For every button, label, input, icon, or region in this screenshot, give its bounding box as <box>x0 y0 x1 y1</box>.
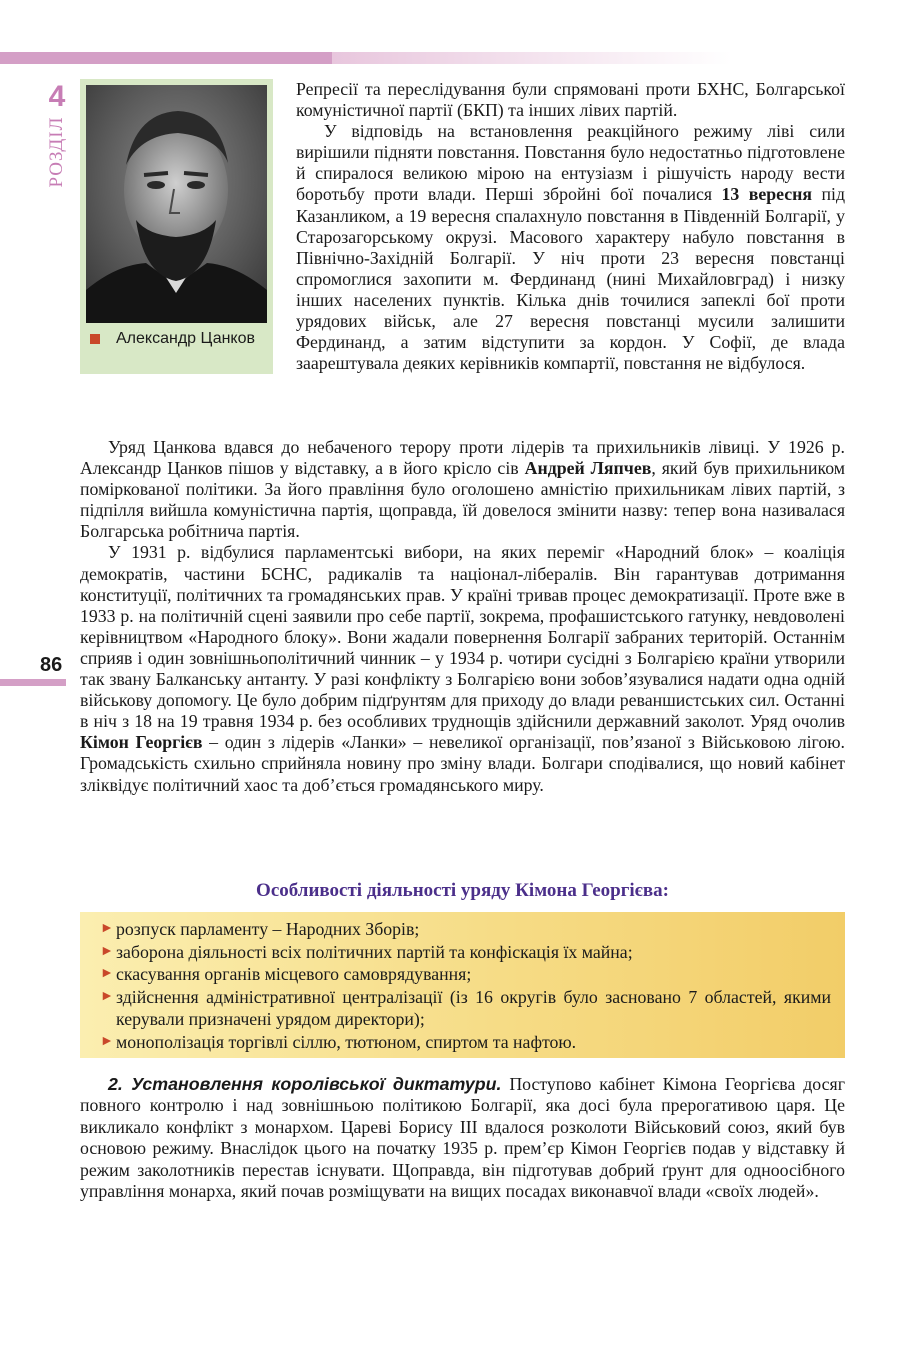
list-item: ► монополізація торгівлі сіллю, тютюном, спиртом та нафтою. <box>100 1031 577 1052</box>
page-number: 86 <box>40 654 63 676</box>
features-heading: Особливості діяльності уряду Кімона Георгієва: <box>256 880 669 901</box>
section-2 <box>80 1074 845 1202</box>
paragraph-2-start: У відповідь на встановлення реакційного режиму ліві сили вирішили підняти повстання. Повстання було недостатньо підготовлене й спиралося великою мірою на ентузіазм і рішучість народу вести боротьбу проти влади. Перші збройні бої почалися 13 вересня під Казанликом, а 19 вересня спалахнуло повстання в Південній Болгарії, у Старозагорському окрузі. Масового характеру набуло повстання в Північно-Західній Болгарії. У ніч проти 23 вересня повстанці спромоглися захопити м. Фердинанд (нині Михайловград) і низку інших населених пунктів. Кілька днів точилися запеклі бої проти урядових військ, але 27 вересня повстанці мусили залишити Фердинанд, а затим відступити за кордон. У Софії, де влада заарештувала деяких керівників компартії, повстання не відбулося. <box>296 121 845 374</box>
section-number: 4 <box>48 80 66 113</box>
list-item: ► розпуск парламенту – Народних Зборів; <box>100 919 420 939</box>
caption-marker <box>90 334 100 344</box>
portrait-caption <box>90 329 266 349</box>
section-2-heading: 2. Установлення королівської диктатури. <box>108 1074 502 1094</box>
list-item: ► скасування органів місцевого самоврядування; <box>100 964 472 984</box>
list-item: ► заборона діяльності всіх політичних партій та конфіскація їх майна; <box>100 941 633 962</box>
body-paragraph: Уряд Цанкова вдався до небаченого терору проти лідерів та прихильників лівиці. У 1926 р. Александр Цанков пішов у відставку, а в його крісло сів Андрей Ляпчев, який був прихильником поміркованої політики. За його правління було оголошено амністію прихильникам лівих партій, з підпілля вийшла комуністична партія, щоправда, їй довелося змінити назву: тепер вона називалася Болгарська робітнича партія. <box>80 437 846 542</box>
section-word: РОЗДІЛ <box>46 116 67 188</box>
features-list <box>80 912 845 1053</box>
paragraph-1: Репресії та переслідування були спрямовані проти БХНС, Болгарської комуністичної партії (БКП) та інших лівих партій. <box>296 79 845 121</box>
text-continuation <box>80 437 845 796</box>
text-column-narrow <box>296 79 845 374</box>
caption-text: Александр Цанков <box>116 330 255 347</box>
portrait-photo <box>86 85 267 323</box>
list-item: ► здійснення адміністративної централізації (із 16 округів було засновано 7 областей, якими керували призначені урядом директори); <box>100 986 831 1029</box>
section-label <box>40 80 74 190</box>
portrait-figure <box>80 79 273 374</box>
page-number-bar <box>0 679 66 686</box>
body-paragraph: У 1931 р. відбулися парламентські вибори, на яких переміг «Народний блок» – коаліція демократів, частини БСНС, радикалів та націонал-лібералів. Він гарантував дотримання конституції, політичних та громадянських прав. У країні тривав процес демократизації. Проте вже в 1933 р. на політичній сцені заявили про себе партії, зокрема, профашистського гатунку, невдоволені керівництвом «Народного блоку». Вони жадали повернення Болгарії забраних територій. Останнім сприяв і один зовнішньополітичний чинник – у 1934 р. чотири сусідні з Болгарією країни утворили так звану Балканську антанту. У разі конфлікту з Болгарією вони зобов’язувалися надати одна одній військову допомогу. Це було добрим підґрунтям для приходу до влади реваншистських сил. Останні в ніч з 18 на 19 травня 1934 р. без особливих труднощів здійснили державний заколот. Уряд очолив Кімон Георгієв – один з лідерів «Ланки» – невеликої організації, пов’язаної з Військовою лігою. Громадськість схильно сприйняла новину про зміну влади. Болгари сподівалися, що новий кабінет зліквідує політичний хаос та доб’ється громадянського миру. <box>80 542 845 795</box>
section-2-paragraph: 2. Установлення королівської диктатури. Поступово кабінет Кімона Георгієва досяг повного контролю і над зовнішньою політикою Болгарії, яка досі була прерогативою царя. Це викликало конфлікт з монархом. Цареві Борису ІІІ вдалося розколоти Військовий союз, який був основою режиму. Внаслідок цього на початку 1935 р. прем’єр Кімон Георгієв подав у відставку й режим заколотників перестав існувати. Щоправда, він підготував добрий ґрунт для одноосібного управління монарха, який почав розміщувати на вищих посадах виконавчої влади «своїх людей». <box>80 1074 846 1202</box>
top-decor-bar-fade <box>332 52 732 64</box>
features-box <box>80 912 845 1058</box>
top-decor-bar <box>0 52 332 64</box>
